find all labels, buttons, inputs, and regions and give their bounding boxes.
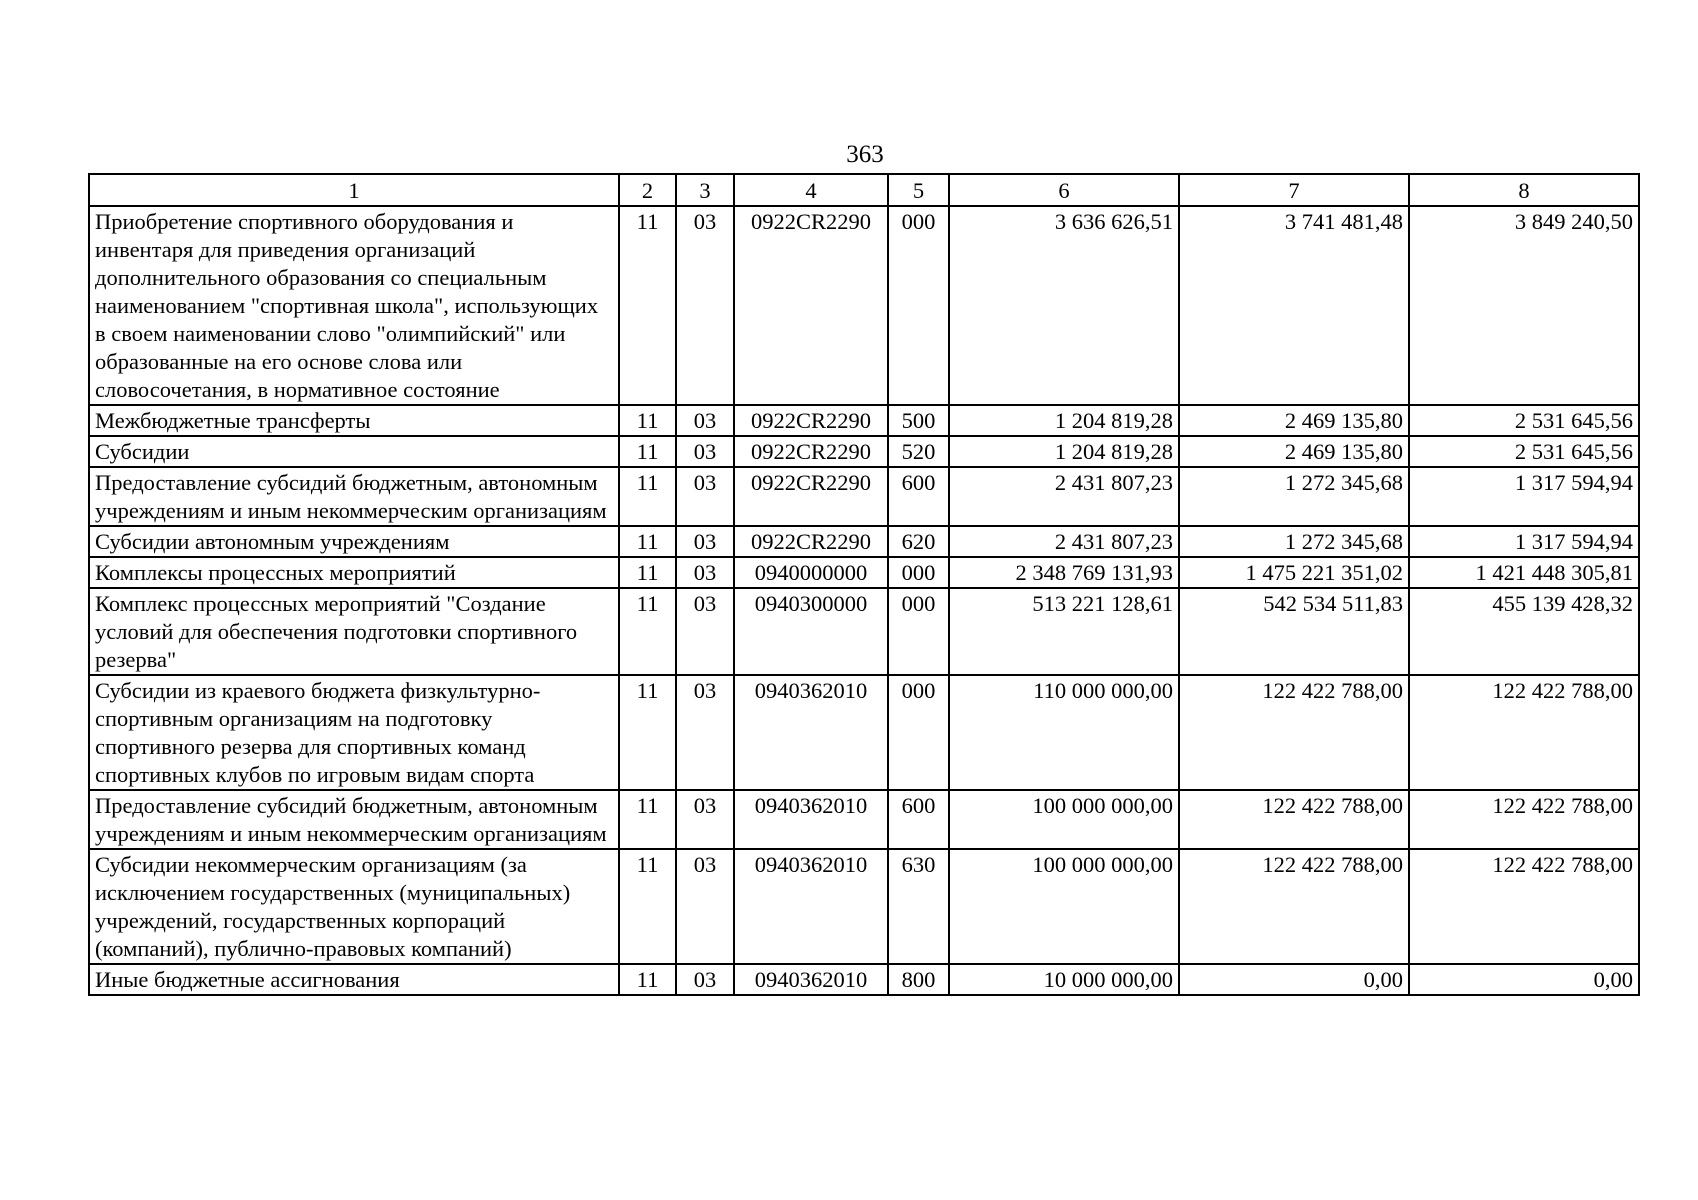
row-name: Субсидии автономным учреждениям (89, 526, 619, 557)
amount-col7: 1 475 221 351,02 (1179, 557, 1409, 588)
amount-col8: 1 317 594,94 (1409, 526, 1639, 557)
subsection-code: 03 (676, 526, 734, 557)
table-row (89, 467, 1639, 526)
section-code: 11 (619, 964, 676, 995)
target-article-code: 0940362010 (734, 849, 888, 964)
target-article-code: 0922CR2290 (734, 436, 888, 467)
table-row (89, 436, 1639, 467)
section-code: 11 (619, 675, 676, 790)
amount-col7: 1 272 345,68 (1179, 526, 1409, 557)
subsection-code: 03 (676, 964, 734, 995)
row-name: Иные бюджетные ассигнования (89, 964, 619, 995)
amount-col7: 122 422 788,00 (1179, 790, 1409, 849)
amount-col6: 1 204 819,28 (949, 405, 1179, 436)
table-row (89, 790, 1639, 849)
table-row (89, 964, 1639, 995)
table-row (89, 405, 1639, 436)
subsection-code: 03 (676, 206, 734, 405)
amount-col8: 122 422 788,00 (1409, 675, 1639, 790)
amount-col8: 455 139 428,32 (1409, 588, 1639, 675)
column-header: 4 (734, 174, 888, 206)
expense-type-code: 000 (888, 675, 949, 790)
amount-col6: 2 431 807,23 (949, 526, 1179, 557)
row-name: Субсидии некоммерческим организациям (за исключением государственных (муниципальных) учреждений, государственных корпораций (компаний), публично-правовых компаний) (89, 849, 619, 964)
expense-type-code: 620 (888, 526, 949, 557)
amount-col8: 1 421 448 305,81 (1409, 557, 1639, 588)
column-header: 6 (949, 174, 1179, 206)
subsection-code: 03 (676, 557, 734, 588)
amount-col7: 122 422 788,00 (1179, 849, 1409, 964)
target-article-code: 0922CR2290 (734, 405, 888, 436)
expense-type-code: 600 (888, 467, 949, 526)
row-name: Комплекс процессных мероприятий "Создание условий для обеспечения подготовки спортивного резерва" (89, 588, 619, 675)
amount-col7: 3 741 481,48 (1179, 206, 1409, 405)
amount-col6: 2 348 769 131,93 (949, 557, 1179, 588)
amount-col8: 1 317 594,94 (1409, 467, 1639, 526)
amount-col7: 2 469 135,80 (1179, 405, 1409, 436)
target-article-code: 0922CR2290 (734, 526, 888, 557)
expense-type-code: 630 (888, 849, 949, 964)
table-row (89, 206, 1639, 405)
table-row (89, 588, 1639, 675)
target-article-code: 0922CR2290 (734, 206, 888, 405)
column-header: 8 (1409, 174, 1639, 206)
section-code: 11 (619, 790, 676, 849)
row-name: Предоставление субсидий бюджетным, автономным учреждениям и иным некоммерческим организациям (89, 467, 619, 526)
amount-col7: 1 272 345,68 (1179, 467, 1409, 526)
target-article-code: 0940362010 (734, 964, 888, 995)
amount-col7: 542 534 511,83 (1179, 588, 1409, 675)
row-name: Субсидии из краевого бюджета физкультурно-спортивным организациям на подготовку спортивного резерва для спортивных команд спортивных клубов по игровым видам спорта (89, 675, 619, 790)
column-header: 2 (619, 174, 676, 206)
expense-type-code: 000 (888, 557, 949, 588)
expense-type-code: 000 (888, 206, 949, 405)
column-header: 1 (89, 174, 619, 206)
amount-col6: 10 000 000,00 (949, 964, 1179, 995)
amount-col6: 1 204 819,28 (949, 436, 1179, 467)
section-code: 11 (619, 557, 676, 588)
amount-col6: 2 431 807,23 (949, 467, 1179, 526)
table-row (89, 526, 1639, 557)
target-article-code: 0940362010 (734, 675, 888, 790)
column-header: 7 (1179, 174, 1409, 206)
expense-type-code: 000 (888, 588, 949, 675)
column-header: 3 (676, 174, 734, 206)
column-header: 5 (888, 174, 949, 206)
row-name: Комплексы процессных мероприятий (89, 557, 619, 588)
amount-col8: 0,00 (1409, 964, 1639, 995)
expense-type-code: 800 (888, 964, 949, 995)
amount-col8: 3 849 240,50 (1409, 206, 1639, 405)
subsection-code: 03 (676, 675, 734, 790)
section-code: 11 (619, 849, 676, 964)
budget-table (88, 173, 1640, 996)
target-article-code: 0940362010 (734, 790, 888, 849)
table-row (89, 849, 1639, 964)
page-number: 363 (846, 141, 884, 168)
expense-type-code: 600 (888, 790, 949, 849)
section-code: 11 (619, 467, 676, 526)
subsection-code: 03 (676, 790, 734, 849)
subsection-code: 03 (676, 405, 734, 436)
amount-col8: 122 422 788,00 (1409, 849, 1639, 964)
subsection-code: 03 (676, 849, 734, 964)
amount-col7: 0,00 (1179, 964, 1409, 995)
row-name: Субсидии (89, 436, 619, 467)
section-code: 11 (619, 526, 676, 557)
amount-col6: 110 000 000,00 (949, 675, 1179, 790)
row-name: Межбюджетные трансферты (89, 405, 619, 436)
header-row (89, 174, 1639, 206)
row-name: Приобретение спортивного оборудования и инвентаря для приведения организаций дополнительного образования со специальным наименованием "спортивная школа", использующих в своем наименовании слово "олимпийский" или образованные на его основе слова или словосочетания, в нормативное состояние (89, 206, 619, 405)
expense-type-code: 520 (888, 436, 949, 467)
amount-col8: 2 531 645,56 (1409, 405, 1639, 436)
section-code: 11 (619, 206, 676, 405)
subsection-code: 03 (676, 467, 734, 526)
subsection-code: 03 (676, 588, 734, 675)
table-row (89, 675, 1639, 790)
subsection-code: 03 (676, 436, 734, 467)
amount-col6: 100 000 000,00 (949, 790, 1179, 849)
amount-col7: 2 469 135,80 (1179, 436, 1409, 467)
target-article-code: 0940000000 (734, 557, 888, 588)
amount-col6: 3 636 626,51 (949, 206, 1179, 405)
table-row (89, 557, 1639, 588)
amount-col6: 513 221 128,61 (949, 588, 1179, 675)
amount-col8: 122 422 788,00 (1409, 790, 1639, 849)
amount-col7: 122 422 788,00 (1179, 675, 1409, 790)
row-name: Предоставление субсидий бюджетным, автономным учреждениям и иным некоммерческим организациям (89, 790, 619, 849)
amount-col6: 100 000 000,00 (949, 849, 1179, 964)
target-article-code: 0922CR2290 (734, 467, 888, 526)
section-code: 11 (619, 405, 676, 436)
section-code: 11 (619, 588, 676, 675)
target-article-code: 0940300000 (734, 588, 888, 675)
section-code: 11 (619, 436, 676, 467)
expense-type-code: 500 (888, 405, 949, 436)
amount-col8: 2 531 645,56 (1409, 436, 1639, 467)
